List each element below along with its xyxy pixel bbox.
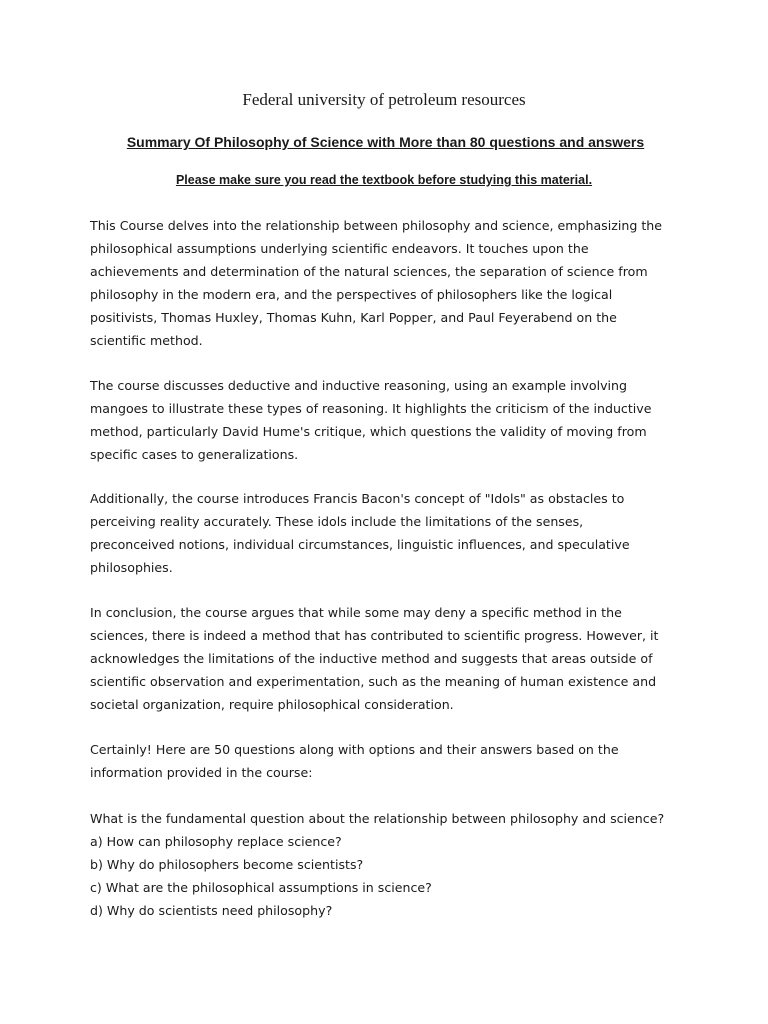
question-block	[90, 807, 690, 922]
questions-intro-paragraph	[90, 738, 690, 784]
text-line: information provided in the course:	[90, 765, 313, 780]
text-line: sciences, there is indeed a method that has contributed to scientific progress. However, it	[90, 628, 659, 643]
reasoning-paragraph	[90, 374, 690, 466]
text-line: societal organization, require philosophical consideration.	[90, 697, 454, 712]
text-line: philosophical assumptions underlying scientific endeavors. It touches upon the	[90, 241, 589, 256]
text-line: method, particularly David Hume's critique, which questions the validity of moving from	[90, 424, 647, 439]
question-option-c: c) What are the philosophical assumptions in science?	[90, 880, 432, 895]
text-line: The course discusses deductive and inductive reasoning, using an example involving	[90, 378, 628, 393]
text-line: scientific method.	[90, 333, 203, 348]
document-subtitle: Summary Of Philosophy of Science with More than 80 questions and answers	[126, 134, 645, 150]
question-text: What is the fundamental question about the relationship between philosophy and science?	[90, 811, 665, 826]
text-line: scientific observation and experimentation, such as the meaning of human existence and	[90, 674, 657, 689]
text-line: philosophies.	[90, 560, 173, 575]
study-notice: Please make sure you read the textbook before studying this material.	[175, 173, 593, 187]
conclusion-paragraph	[90, 601, 690, 716]
text-line: acknowledges the limitations of the inductive method and suggests that areas outside of	[90, 651, 653, 666]
text-line: In conclusion, the course argues that while some may deny a specific method in the	[90, 605, 622, 620]
text-line: perceiving reality accurately. These idols include the limitations of the senses,	[90, 514, 584, 529]
text-line: Certainly! Here are 50 questions along with options and their answers based on the	[90, 742, 619, 757]
document-title: Federal university of petroleum resources	[242, 90, 526, 109]
question-option-d: d) Why do scientists need philosophy?	[90, 903, 333, 918]
text-line: positivists, Thomas Huxley, Thomas Kuhn, Karl Popper, and Paul Feyerabend on the	[90, 310, 617, 325]
text-line: achievements and determination of the natural sciences, the separation of science from	[90, 264, 648, 279]
text-line: mangoes to illustrate these types of reasoning. It highlights the criticism of the inductive	[90, 401, 652, 416]
question-option-b: b) Why do philosophers become scientists?	[90, 857, 364, 872]
text-line: This Course delves into the relationship between philosophy and science, emphasizing the	[90, 218, 662, 233]
question-option-a: a) How can philosophy replace science?	[90, 834, 342, 849]
idols-paragraph	[90, 487, 690, 579]
text-line: Additionally, the course introduces Francis Bacon's concept of "Idols" as obstacles to	[90, 491, 625, 506]
text-line: specific cases to generalizations.	[90, 447, 299, 462]
text-line: philosophy in the modern era, and the perspectives of philosophers like the logical	[90, 287, 613, 302]
text-line: preconceived notions, individual circumstances, linguistic influences, and speculative	[90, 537, 630, 552]
intro-paragraph	[90, 214, 690, 352]
